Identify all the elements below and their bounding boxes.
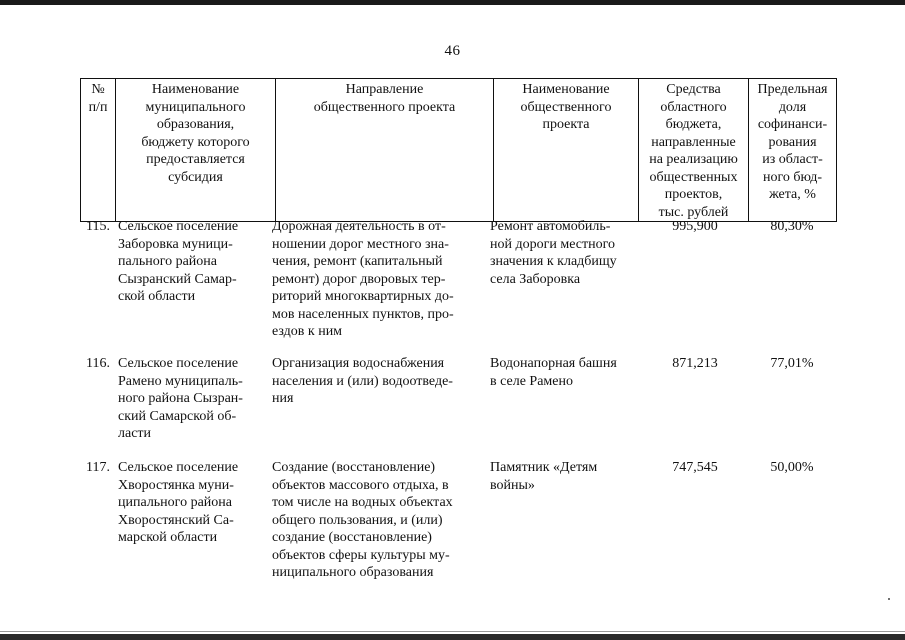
header-funds-line: на реализацию <box>649 152 738 167</box>
header-project-name-line: общественного <box>520 99 612 115</box>
header-funds-line: тыс. рублей <box>658 204 729 220</box>
header-municipality-line: Наименование <box>151 82 240 97</box>
header-funds-line: проектов, <box>664 187 723 202</box>
header-project-name <box>494 79 639 222</box>
header-share-line: из област- <box>762 152 823 167</box>
row-project-name <box>490 355 632 390</box>
scan-bottom-line <box>0 631 905 632</box>
text-line: Хворостянка муни- <box>118 477 234 493</box>
scan-bottom-edge <box>0 634 905 640</box>
header-funds <box>639 79 749 222</box>
text-line: ласти <box>118 426 152 441</box>
text-line: Сельское поселение <box>118 356 239 371</box>
text-line: объектов массового отдыха, в <box>272 477 449 493</box>
text-line: Водонапорная башня <box>490 356 617 371</box>
header-municipality-line: предоставляется <box>146 152 245 167</box>
text-line: Ремонт автомобиль- <box>490 219 611 234</box>
header-num <box>81 79 116 222</box>
text-line: марской области <box>118 530 218 545</box>
text-line: Сызранский Самар- <box>118 271 237 287</box>
text-line: ципального района <box>118 495 232 510</box>
text-line: Организация водоснабжения <box>272 356 445 371</box>
header-project-name-line: Наименование <box>522 82 610 97</box>
text-line: риторий многоквартирных до- <box>272 289 454 304</box>
header-share-line: софинанси- <box>757 117 828 132</box>
scan-top-edge <box>0 0 905 5</box>
row-funds: 871,213 <box>672 356 718 371</box>
text-line: Дорожная деятельность в от- <box>272 219 446 234</box>
row-funds: 995,900 <box>672 219 718 234</box>
row-direction <box>272 459 480 582</box>
text-line: ездов к ним <box>272 324 343 339</box>
text-line: Создание (восстановление) <box>272 460 436 475</box>
row-project-name <box>490 218 632 288</box>
header-municipality-line: субсидия <box>168 169 223 185</box>
text-line: в селе Рамено <box>490 373 573 389</box>
header-direction-line: общественного проекта <box>313 99 456 115</box>
header-num-line: № <box>91 82 105 97</box>
row-project-name <box>490 459 632 494</box>
text-line: ской области <box>118 289 196 304</box>
text-line: села Заборовка <box>490 271 581 287</box>
row-number: 116. <box>86 356 110 371</box>
page-number: 46 <box>444 43 461 59</box>
text-line: общего пользования, и (или) <box>272 512 443 528</box>
text-line: войны» <box>490 477 535 493</box>
text-line: ния <box>272 391 294 406</box>
text-line: населения и (или) водоотведе- <box>272 373 453 389</box>
header-share <box>749 79 837 222</box>
text-line: чения, ремонт (капитальный <box>272 254 443 269</box>
header-municipality-line: бюджету которого <box>141 134 250 150</box>
row-share: 50,00% <box>770 460 814 475</box>
text-line: ношении дорог местного зна- <box>272 236 449 252</box>
header-direction-line: Направление <box>345 82 424 97</box>
text-line: Заборовка муници- <box>118 236 233 252</box>
header-project-name-line: проекта <box>542 117 590 132</box>
row-municipality <box>118 459 268 547</box>
header-funds-line: общественных <box>649 169 738 185</box>
header-share-line: ного бюд- <box>762 169 823 185</box>
text-line: Сельское поселение <box>118 460 239 475</box>
text-line: мов населенных пунктов, про- <box>272 306 454 322</box>
text-line: объектов сферы культуры му- <box>272 547 450 563</box>
text-line: создание (восстановление) <box>272 530 432 545</box>
row-number: 117. <box>86 460 110 475</box>
header-municipality-line: муниципального <box>145 99 246 115</box>
scan-speck <box>888 598 890 600</box>
header-share-line: доля <box>778 99 807 115</box>
header-direction <box>276 79 494 222</box>
row-number: 115. <box>86 219 110 234</box>
header-share-line: Предельная <box>757 82 828 97</box>
header-share-line: жета, % <box>769 187 816 202</box>
header-row <box>81 79 837 222</box>
text-line: Памятник «Детям <box>490 460 598 475</box>
header-num-line: п/п <box>88 99 108 115</box>
header-funds-line: бюджета, <box>665 117 722 132</box>
row-funds: 747,545 <box>672 460 718 475</box>
row-direction <box>272 355 480 408</box>
header-share-line: рования <box>768 134 817 150</box>
table-header <box>80 78 837 222</box>
text-line: Рамено муниципаль- <box>118 373 243 389</box>
text-line: Хворостянский Са- <box>118 512 234 528</box>
text-line: ниципального образования <box>272 565 434 580</box>
header-funds-line: областного <box>660 99 727 115</box>
text-line: значения к кладбищу <box>490 254 617 269</box>
text-line: пального района <box>118 254 217 269</box>
text-line: том числе на водных объектах <box>272 495 453 510</box>
row-direction <box>272 218 480 341</box>
text-line: Сельское поселение <box>118 219 239 234</box>
row-share: 80,30% <box>770 219 814 234</box>
text-line: ного района Сызран- <box>118 391 243 406</box>
row-share: 77,01% <box>770 356 814 371</box>
header-funds-line: направленные <box>651 134 736 150</box>
header-municipality <box>116 79 276 222</box>
text-line: ский Самарской об- <box>118 408 237 424</box>
header-municipality-line: образования, <box>156 117 235 132</box>
header-funds-line: Средства <box>666 82 721 97</box>
text-line: ной дороги местного <box>490 236 615 252</box>
row-municipality <box>118 218 268 306</box>
text-line: ремонт) дорог дворовых тер- <box>272 271 446 287</box>
row-municipality <box>118 355 268 443</box>
